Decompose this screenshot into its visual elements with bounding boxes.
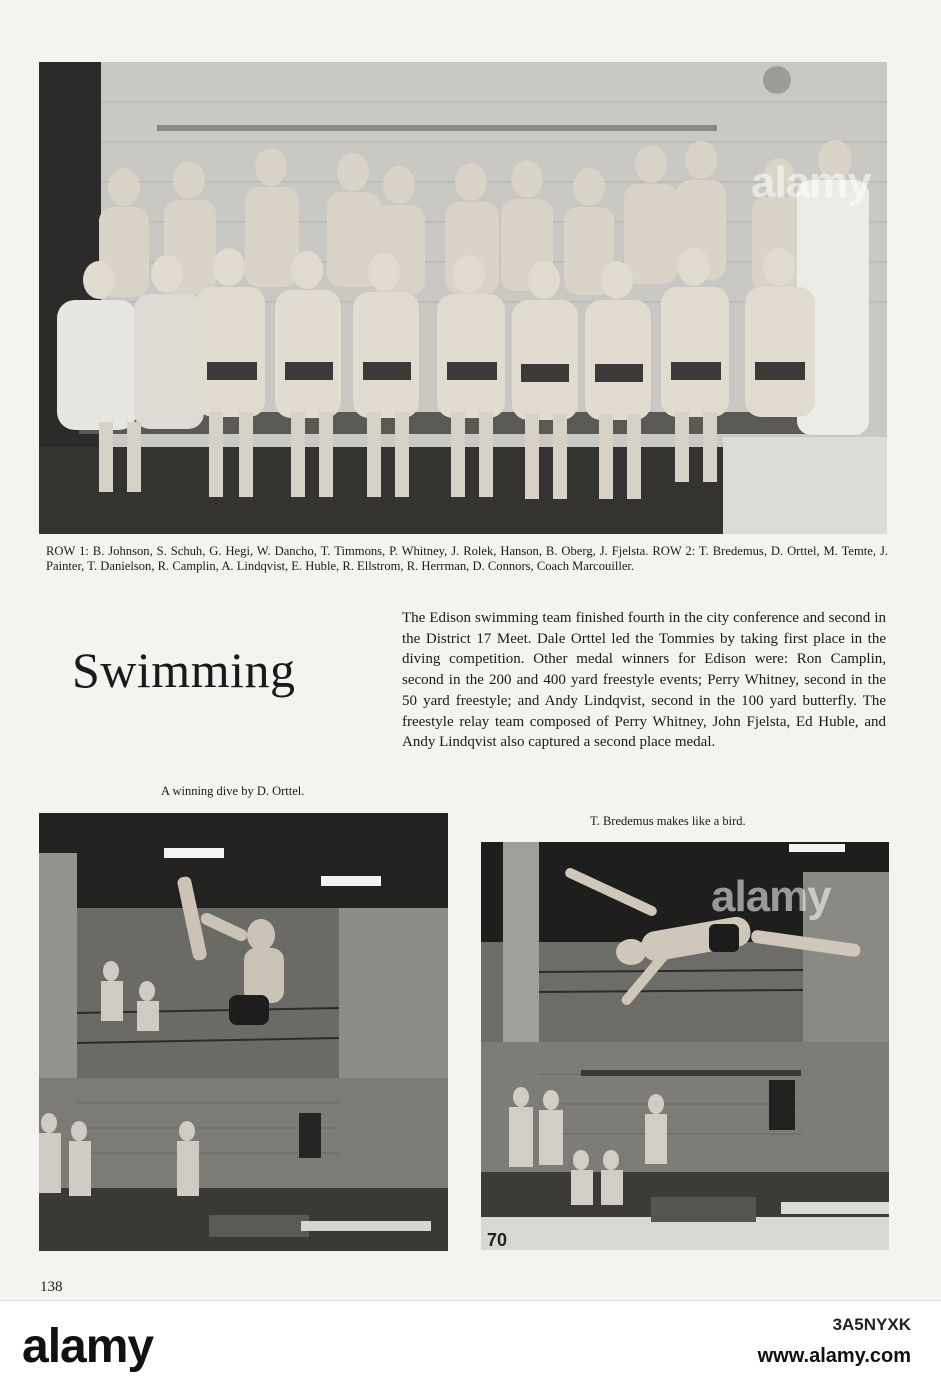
team-photo-illustration [39,62,887,534]
section-title: Swimming [72,642,296,698]
watermark: alamy [751,158,871,207]
bird-photo [481,842,889,1250]
article-text: The Edison swimming team finished fourth in the city conference and second in the District 17 Meet. Dale Orttel led the Tommies by taking first place in the diving competition. Other medal winners for Edison were: Ron Camplin, second in the 200 and 400 yard freestyle events; Perry Whitney, second in the 50 yard freestyle; and Andy Lindqvist, second in the 100 yard butterfly. The freestyle relay team composed of Perry Whitney, John Fjelsta, Ed Huble, and Andy Lindqvist also captured a second place medal. [402,610,886,751]
lane-marker: 70 [487,1230,508,1250]
dive-caption: A winning dive by D. Orttel. [161,784,305,798]
stock-footer [0,1300,941,1391]
watermark-bird: alamy [711,872,831,921]
dive-photo [39,813,448,1251]
bird-caption: T. Bredemus makes like a bird. [590,814,746,828]
roster-caption: ROW 1: B. Johnson, S. Schuh, G. Hegi, W. Dancho, T. Timmons, P. Whitney, J. Rolek, Hanson, B. Oberg, J. Fjelsta. ROW 2: T. Bredemus, D. Orttel, M. Temte, J. Painter, T. Danielson, R. Camplin, A. Lindqvist, E. Huble, R. Ellstrom, R. Herrman, D. Connors, Coach Marcouiller. [46,544,888,573]
alamy-logo[interactable]: alamy [22,1320,154,1373]
team-photo [39,62,887,534]
site-url[interactable]: www.alamy.com [757,1345,911,1367]
dive-photo-illustration [39,813,448,1251]
page-number: 138 [40,1279,63,1295]
image-id: 3A5NYXK [832,1315,911,1334]
